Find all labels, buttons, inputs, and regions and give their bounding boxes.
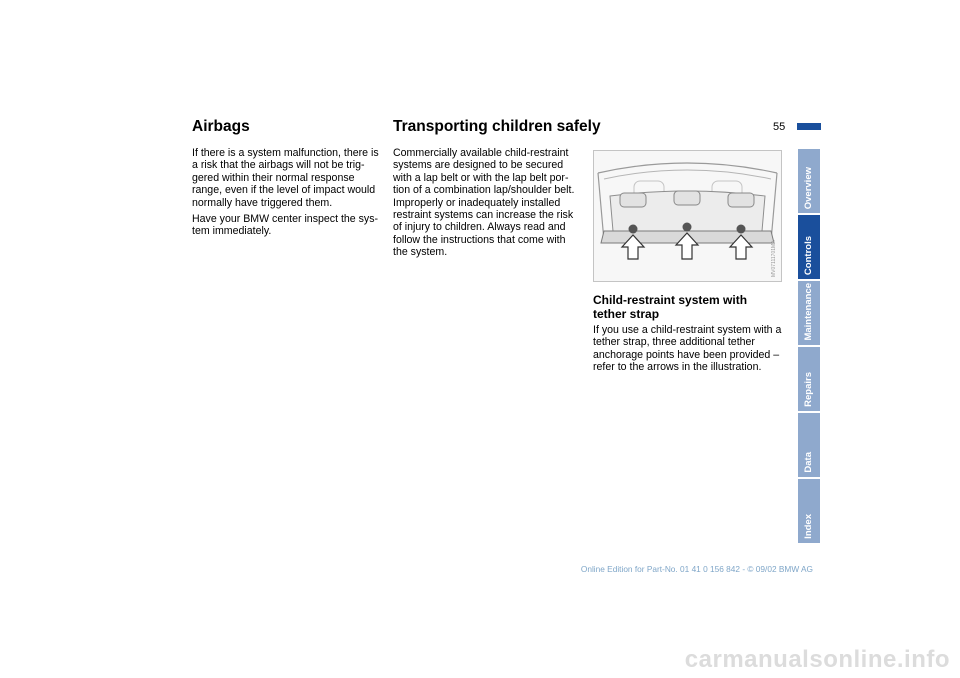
tab-label: Data <box>803 452 814 473</box>
illustration-code: MV07111701MA <box>771 240 777 277</box>
tab-data[interactable] <box>798 413 820 477</box>
site-watermark: carmanualsonline.info <box>684 646 950 673</box>
tether-strap-paragraph: If you use a child-restraint system with a tether strap, three additional tether anchorage points have been provided – refer to the arrows in the illustration. <box>593 324 782 374</box>
tab-label: Controls <box>803 235 814 275</box>
transporting-children-paragraph: Commercially available child-restraint systems are designed to be secured with a lap belt or with the lap belt por-tion of a combination lap/shoulder belt. Improperly or inadequately installed restraint systems can increase the risk of injury to children. Always read and follow the instructions that come with the system. <box>393 147 575 259</box>
chapter-side-nav <box>798 149 820 545</box>
transporting-children-text <box>393 147 583 262</box>
tab-label: Overview <box>803 166 814 209</box>
tab-label: Index <box>803 514 814 539</box>
rear-seat-illustration <box>593 150 782 282</box>
transporting-children-heading: Transporting children safely <box>393 118 601 135</box>
airbags-paragraph: Have your BMW center inspect the sys-tem immediately. <box>192 212 379 238</box>
tab-label: Repairs <box>803 372 814 407</box>
tab-repairs[interactable] <box>798 347 820 411</box>
tab-controls[interactable] <box>798 215 820 279</box>
airbags-paragraph: If there is a system malfunction, there is a risk that the airbags will not be trig-gered within their normal response range, even if the level of impact would normally have triggered them. <box>192 147 379 209</box>
page-number: 55 <box>773 121 786 133</box>
tab-index[interactable] <box>798 479 820 543</box>
tab-label: Maintenance <box>803 283 814 341</box>
page-marker-bar <box>797 123 821 130</box>
airbags-text <box>192 147 384 241</box>
tab-maintenance[interactable] <box>798 281 820 345</box>
tether-strap-text <box>593 324 783 377</box>
tether-strap-subheading: Child-restraint system with tether strap <box>593 293 748 321</box>
airbags-heading: Airbags <box>192 118 250 135</box>
tab-overview[interactable] <box>798 149 820 213</box>
edition-footer: Online Edition for Part-No. 01 41 0 156 842 - © 09/02 BMW AG <box>580 564 813 574</box>
